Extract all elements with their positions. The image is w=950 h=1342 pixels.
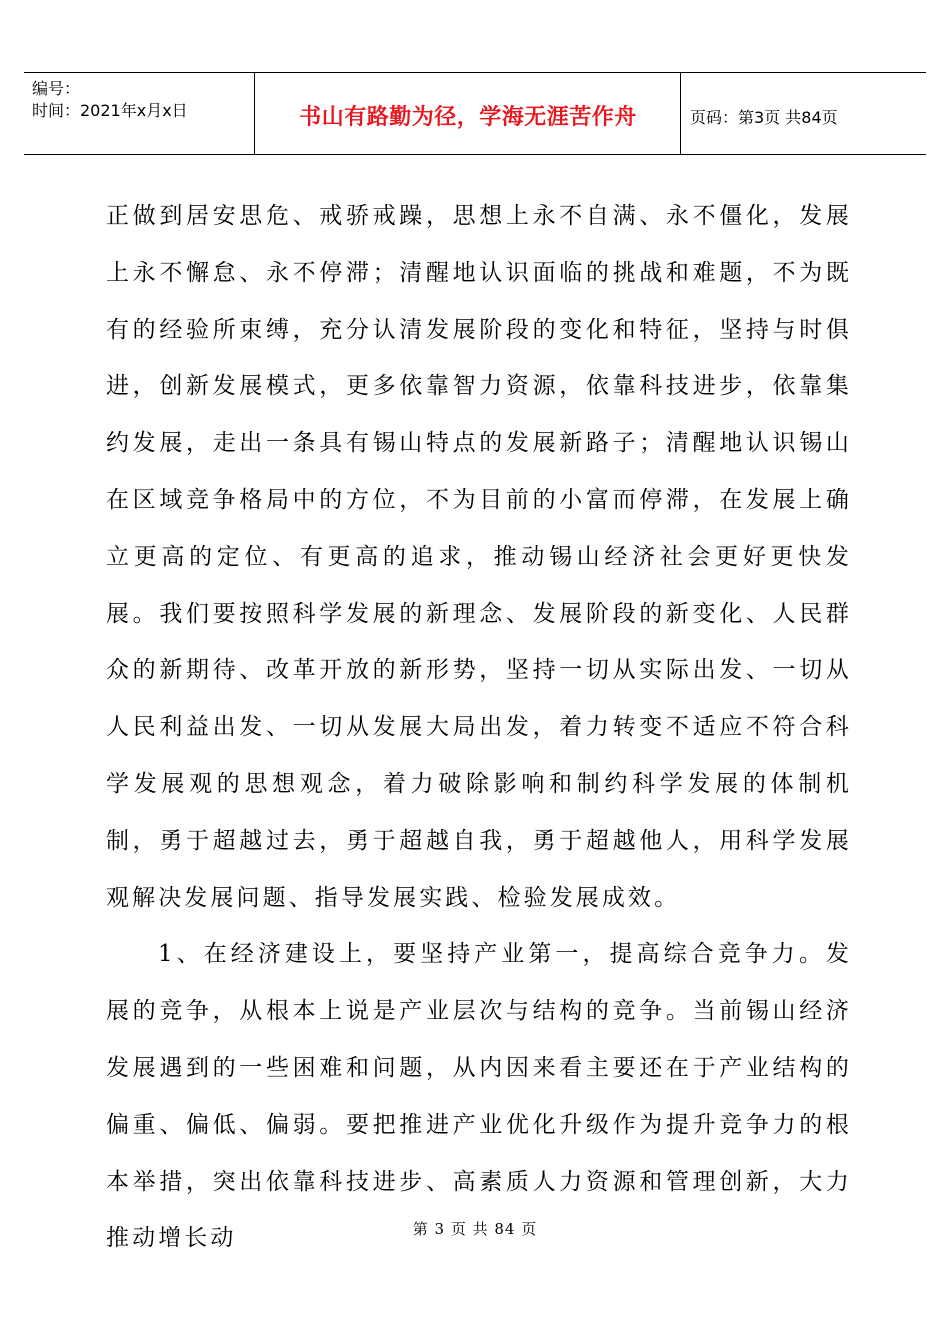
page-header (24, 72, 926, 156)
document-number-label: 编号： (32, 79, 81, 98)
document-body (106, 188, 852, 1267)
header-divider-right (680, 72, 681, 155)
page-footer: 第 3 页 共 84 页 (412, 1220, 538, 1238)
header-meta (32, 78, 188, 122)
header-page-info: 页码：第3页 共84页 (690, 108, 838, 127)
body-paragraph-1: 正做到居安思危、戒骄戒躁，思想上永不自满、永不僵化，发展上永不懈怠、永不停滞；清醒地认识面临的挑战和难题，不为既有的经验所束缚，充分认清发展阶段的变化和特征，坚持与时俱进，创新发展模式，更多依靠智力资源，依靠科技进步，依靠集约发展，走出一条具有锡山特点的发展新路子；清醒地认识锡山在区域竞争格局中的方位，不为目前的小富而停滞，在发展上确立更高的定位、有更高的追求，推动锡山经济社会更好更快发展。我们要按照科学发展的新理念、发展阶段的新变化、人民群众的新期待、改革开放的新形势，坚持一切从实际出发、一切从人民利益出发、一切从发展大局出发，着力转变不适应不符合科学发展观的思想观念，着力破除影响和制约科学发展的体制机制，勇于超越过去，勇于超越自我，勇于超越他人，用科学发展观解决发展问题、指导发展实践、检验发展成效。 (106, 203, 852, 911)
document-time-label: 时间：2021年x月x日 (32, 101, 188, 120)
body-paragraph-2: 1、在经济建设上，要坚持产业第一，提高综合竞争力。发展的竞争，从根本上说是产业层次与结构的竞争。当前锡山经济发展遇到的一些困难和问题，从内因来看主要还在于产业结构的偏重、偏低、偏弱。要把推进产业优化升级作为提升竞争力的根本举措，突出依靠科技进步、高素质人力资源和管理创新，大力推动增长动 (106, 941, 852, 1252)
header-motto: 书山有路勤为径，学海无涯苦作舟 (299, 105, 637, 130)
header-bottom-rule (24, 154, 926, 155)
header-divider-left (254, 72, 255, 155)
header-top-rule (24, 72, 926, 73)
